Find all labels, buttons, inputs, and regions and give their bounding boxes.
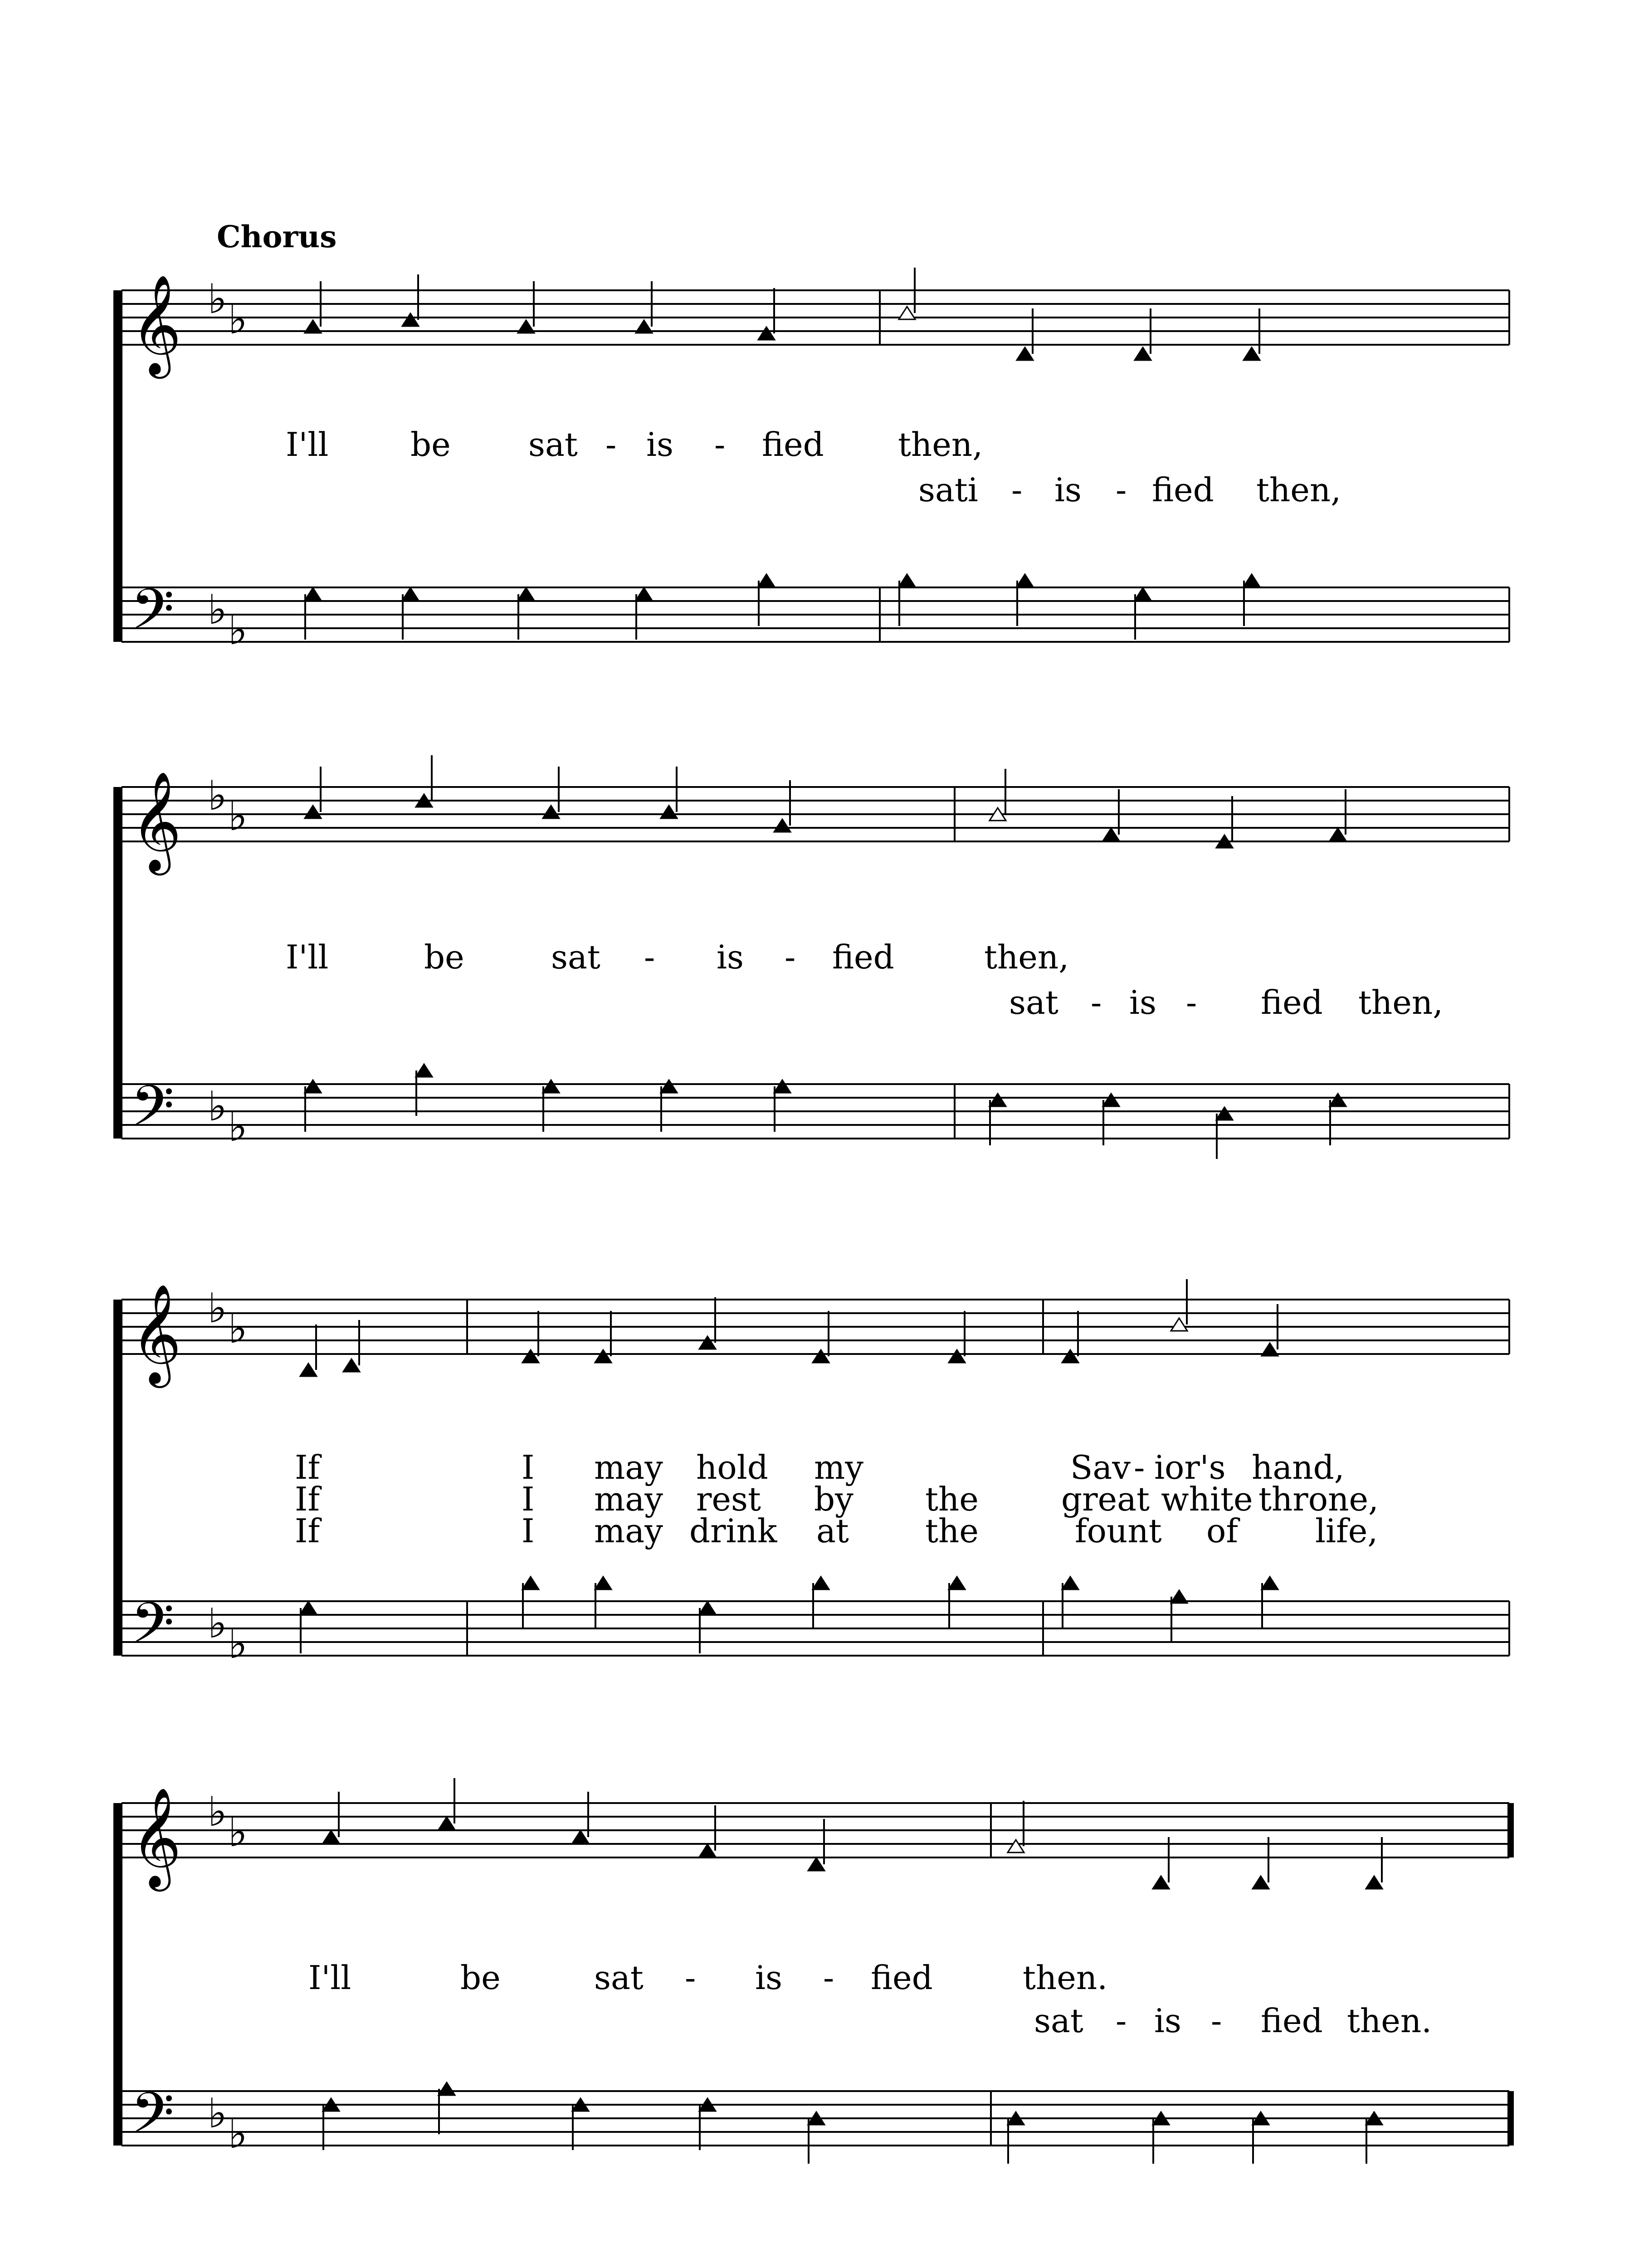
lyric: -: [1116, 471, 1127, 509]
treble-note: [1253, 1837, 1269, 1889]
lyric: I: [522, 1512, 535, 1550]
treble-note: [774, 780, 790, 832]
note-head: [323, 1831, 339, 1843]
system-bracket: [113, 290, 121, 642]
note-head: [300, 1602, 317, 1614]
lyric: -: [605, 425, 617, 464]
treble-note: [1216, 796, 1233, 848]
lyric: I: [522, 1480, 535, 1518]
lyric: be: [410, 425, 451, 464]
bass-note: [1216, 1107, 1233, 1159]
note-head: [949, 1350, 965, 1363]
treble-clef-icon: 𝄞: [131, 771, 182, 871]
flat-icon: ♭: [208, 1600, 227, 1647]
note-head: [1171, 1590, 1187, 1603]
note-head: [636, 320, 652, 333]
bass-note: [1253, 2112, 1269, 2164]
lyric: is: [1129, 983, 1156, 1022]
treble-note: [1135, 308, 1151, 360]
note-head: [1330, 828, 1346, 841]
lyric: the: [925, 1480, 979, 1518]
note-head: [661, 1080, 677, 1093]
bass-note: [949, 1577, 965, 1628]
treble-note: [1262, 1304, 1278, 1356]
lyric: I: [522, 1448, 535, 1486]
flat-icon: ♭: [208, 586, 227, 634]
lyric: sat: [528, 425, 578, 464]
note-head: [1253, 1876, 1269, 1889]
note-head: [1062, 1350, 1078, 1363]
note-head: [1103, 1094, 1119, 1106]
lyric: of: [1206, 1512, 1238, 1550]
lyric: -: [1011, 471, 1023, 509]
final-barline: [1507, 2091, 1514, 2146]
note-head: [343, 1359, 360, 1372]
lyric: -: [1134, 1448, 1145, 1486]
lyric: -: [1186, 983, 1197, 1022]
note-head: [522, 1350, 539, 1363]
system-bracket: [113, 1803, 121, 2146]
flat-icon: ♭: [228, 792, 248, 840]
note-head: [699, 1844, 716, 1857]
treble-note: [305, 281, 321, 333]
lyric: -: [785, 938, 796, 976]
lyric: Sav: [1070, 1448, 1131, 1486]
lyric: be: [424, 938, 464, 976]
bass-note: [699, 2098, 716, 2150]
bass-clef-icon: 𝄢: [131, 577, 175, 656]
note-head: [439, 2082, 455, 2095]
flat-icon: ♭: [228, 606, 248, 654]
lyric: I'll: [308, 1959, 351, 1997]
flat-icon: ♭: [208, 1788, 227, 1836]
lyric: -: [644, 938, 655, 976]
note-head: [1244, 347, 1260, 360]
bass-staff: [122, 1084, 1509, 1139]
lyric: is: [1054, 471, 1082, 509]
note-head: [1062, 1577, 1078, 1589]
system-bracket: [113, 1300, 121, 1656]
lyric: my: [814, 1448, 863, 1486]
lyric: may: [594, 1512, 663, 1550]
treble-note: [543, 767, 559, 818]
note-head: [522, 1577, 539, 1589]
treble-note: [990, 769, 1006, 821]
lyric: If: [295, 1448, 320, 1486]
treble-note: [305, 767, 321, 818]
treble-note: [1171, 1279, 1187, 1331]
note-head: [636, 588, 652, 601]
bass-note: [774, 1080, 790, 1132]
note-head: [305, 806, 321, 818]
note-head: [1330, 1094, 1346, 1106]
note-head: [949, 1577, 965, 1589]
flat-icon: ♭: [208, 275, 227, 323]
note-head: [543, 1080, 559, 1093]
note-head: [402, 313, 419, 326]
note-head: [1153, 1876, 1169, 1889]
note-head: [1171, 1318, 1187, 1331]
note-head: [774, 819, 790, 832]
bass-note: [808, 2112, 824, 2164]
note-head: [774, 1080, 790, 1093]
lyric: be: [460, 1959, 501, 1997]
lyric: then,: [984, 938, 1069, 976]
lyric: by: [814, 1480, 854, 1518]
bass-note: [1008, 2112, 1024, 2164]
treble-staff: [122, 1803, 1509, 1857]
flat-icon: ♭: [208, 2090, 227, 2137]
note-head: [439, 1817, 455, 1830]
note-head: [899, 574, 915, 587]
note-head: [1103, 828, 1119, 841]
lyric: -: [1211, 2002, 1222, 2040]
lyric: the: [925, 1512, 979, 1550]
treble-staff: [122, 1300, 1509, 1354]
treble-note: [1366, 1837, 1382, 1889]
note-head: [595, 1350, 611, 1363]
lyric: sati: [918, 471, 978, 509]
lyric: -: [1091, 983, 1102, 1022]
bass-note: [416, 1064, 432, 1116]
note-head: [518, 588, 534, 601]
note-head: [1262, 1577, 1278, 1589]
treble-staff: [122, 290, 1509, 345]
treble-note: [899, 268, 915, 319]
bass-note: [813, 1577, 829, 1628]
lyric: at: [816, 1512, 849, 1550]
lyric: -: [685, 1959, 696, 1997]
flat-icon: ♭: [228, 296, 248, 343]
note-head: [543, 806, 559, 818]
treble-note: [416, 755, 432, 807]
bass-note: [1366, 2112, 1382, 2164]
note-head: [661, 806, 677, 818]
lyric: then.: [1023, 1959, 1108, 1997]
bass-note: [439, 2082, 455, 2134]
note-head: [416, 1064, 432, 1077]
lyric: life,: [1315, 1512, 1378, 1550]
treble-note: [343, 1320, 360, 1372]
bass-staff: [122, 1601, 1509, 1656]
lyric: fied: [832, 938, 894, 976]
flat-icon: ♭: [228, 2110, 248, 2158]
lyric: sat: [594, 1959, 644, 1997]
final-barline: [1507, 1803, 1514, 1857]
bass-note: [1062, 1577, 1078, 1628]
note-head: [572, 1831, 589, 1843]
flat-icon: ♭: [228, 1809, 248, 1856]
lyric: fied: [1261, 983, 1323, 1022]
lyric: drink: [689, 1512, 777, 1550]
lyric: sat: [1034, 2002, 1083, 2040]
bass-note: [595, 1577, 611, 1628]
lyric: then,: [1358, 983, 1444, 1022]
lyric: may: [594, 1480, 663, 1518]
flat-icon: ♭: [208, 772, 227, 820]
treble-clef-icon: 𝄞: [131, 274, 182, 374]
bass-staff: [122, 587, 1509, 642]
note-head: [300, 1364, 317, 1376]
lyric: fied: [871, 1959, 933, 1997]
treble-note: [661, 767, 677, 818]
bass-note: [1262, 1577, 1278, 1628]
lyric: is: [646, 425, 673, 464]
lyric: hold: [696, 1448, 768, 1486]
lyric: fied: [1152, 471, 1214, 509]
note-head: [758, 327, 775, 340]
lyric: -: [714, 425, 726, 464]
flat-icon: ♭: [208, 1285, 227, 1332]
lyric: sat: [551, 938, 600, 976]
note-head: [595, 1577, 611, 1589]
note-head: [813, 1577, 829, 1589]
note-head: [899, 307, 915, 319]
system-bracket: [113, 787, 121, 1139]
note-head: [990, 1094, 1006, 1106]
note-head: [305, 588, 321, 601]
note-head: [1017, 347, 1033, 360]
lyric: then.: [1347, 2002, 1432, 2040]
lyric: If: [295, 1480, 320, 1518]
lyric: fount: [1075, 1512, 1162, 1550]
treble-note: [1017, 308, 1033, 360]
bass-note: [572, 2098, 589, 2150]
bass-note: [305, 1080, 321, 1132]
flat-icon: ♭: [208, 1083, 227, 1130]
note-head: [1017, 574, 1033, 587]
systems: [113, 268, 1514, 2164]
treble-note: [636, 281, 652, 333]
bass-note: [1171, 1590, 1187, 1642]
note-head: [1135, 347, 1151, 360]
flat-icon: ♭: [228, 1103, 248, 1151]
note-head: [1366, 1876, 1382, 1889]
lyric: -: [1116, 2002, 1127, 2040]
flat-icon: ♭: [228, 1620, 248, 1668]
note-head: [813, 1350, 829, 1363]
treble-staff: [122, 787, 1509, 841]
lyric: If: [295, 1512, 320, 1550]
note-head: [518, 320, 534, 333]
lyric: then,: [898, 425, 983, 464]
treble-clef-icon: 𝄞: [131, 1787, 182, 1887]
lyric: sat: [1009, 983, 1058, 1022]
bass-clef-icon: 𝄢: [131, 1074, 175, 1153]
lyric: is: [717, 938, 744, 976]
lyric: rest: [696, 1480, 761, 1518]
note-head: [1216, 1107, 1233, 1120]
note-head: [1244, 574, 1260, 587]
lyric: great: [1061, 1480, 1150, 1518]
lyric: white: [1161, 1480, 1253, 1518]
note-head: [699, 1336, 716, 1349]
lyric: is: [1154, 2002, 1181, 2040]
note-head: [699, 1602, 716, 1614]
bass-note: [323, 2098, 339, 2150]
bass-clef-icon: 𝄢: [131, 1591, 175, 1670]
lyric: -: [823, 1959, 834, 1997]
lyric: I'll: [286, 425, 329, 464]
lyric: ior's: [1154, 1448, 1226, 1486]
lyric: is: [755, 1959, 782, 1997]
note-head: [758, 574, 775, 587]
treble-clef-icon: 𝄞: [131, 1283, 182, 1383]
note-head: [808, 1858, 824, 1871]
bass-clef-icon: 𝄢: [131, 2081, 175, 2160]
bass-note: [661, 1080, 677, 1132]
treble-note: [518, 281, 534, 333]
bass-note: [543, 1080, 559, 1132]
bass-note: [522, 1577, 539, 1628]
lyric: fied: [1261, 2002, 1323, 2040]
bass-note: [990, 1094, 1006, 1145]
chorus-heading: Chorus: [217, 219, 337, 254]
bass-note: [1103, 1094, 1119, 1145]
lyric: throne,: [1258, 1480, 1379, 1518]
lyrics: [286, 425, 1443, 2040]
treble-note: [300, 1325, 317, 1376]
bass-note: [1153, 2112, 1169, 2164]
note-head: [305, 320, 321, 333]
note-head: [305, 1080, 321, 1093]
note-head: [1135, 588, 1151, 601]
note-head: [1262, 1343, 1278, 1356]
flat-icon: ♭: [228, 1305, 248, 1353]
treble-note: [1153, 1837, 1169, 1889]
lyric: fied: [762, 425, 824, 464]
lyric: may: [594, 1448, 663, 1486]
bass-note: [1330, 1094, 1346, 1145]
lyric: then,: [1256, 471, 1341, 509]
lyric: I'll: [286, 938, 329, 976]
note-head: [1008, 1840, 1024, 1853]
treble-note: [1244, 308, 1260, 360]
lyric: hand,: [1252, 1448, 1345, 1486]
note-head: [402, 588, 419, 601]
